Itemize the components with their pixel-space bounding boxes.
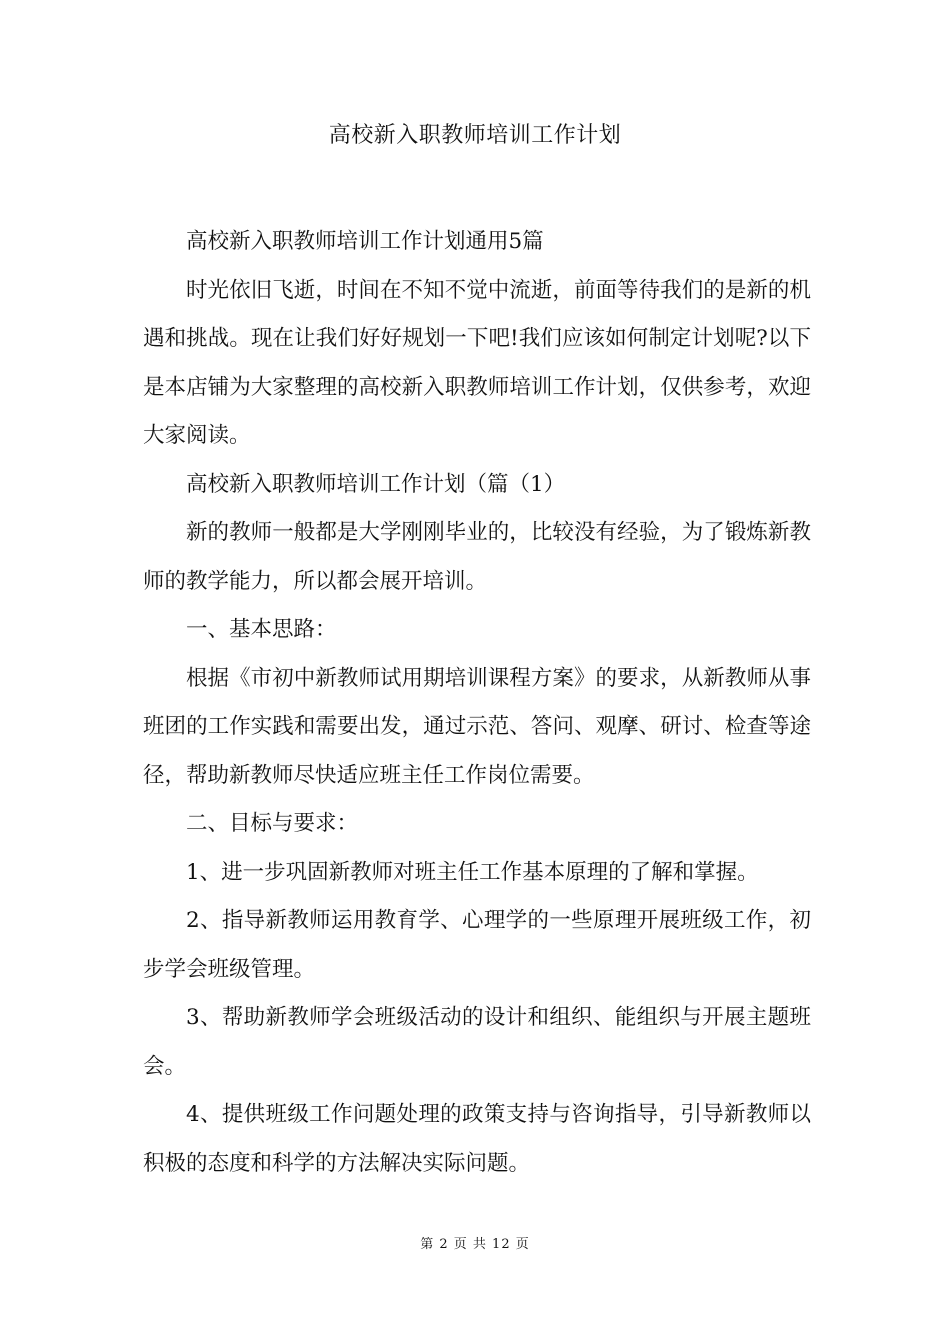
list-item-goal-1: 1、进一步巩固新教师对班主任工作基本原理的了解和掌握。 [186, 859, 759, 885]
paragraph-basic-ideas: 根据《市初中新教师试用期培训课程方案》的要求，从新教师从事班团的工作实践和需要出发，通过示范、答问、观摩、研讨、检查等途径，帮助新教师尽快适应班主任工作岗位需要。 [143, 665, 811, 788]
paragraph-subtitle: 高校新入职教师培训工作计划通用5篇 [186, 229, 544, 254]
paragraph-intro: 时光依旧飞逝，时间在不知不觉中流逝，前面等待我们的是新的机遇和挑战。现在让我们好好规划一下吧!我们应该如何制定计划呢?以下是本店铺为大家整理的高校新入职教师培训工作计划，仅供参考，欢迎大家阅读。 [143, 277, 811, 448]
heading-basic-ideas: 一、基本思路： [186, 617, 337, 642]
list-item-goal-2: 2、指导新教师运用教育学、心理学的一些原理开展班级工作，初步学会班级管理。 [143, 908, 811, 982]
page-footer: 第 2 页 共 12 页 [420, 1237, 530, 1252]
list-item-goal-3: 3、帮助新教师学会班级活动的设计和组织、能组织与开展主题班会。 [143, 1005, 811, 1079]
document-body [143, 218, 811, 1188]
paragraph-section-heading: 高校新入职教师培训工作计划（篇（1） [186, 471, 566, 497]
document-title: 高校新入职教师培训工作计划 [328, 123, 622, 148]
heading-goals: 二、目标与要求： [186, 811, 359, 836]
list-item-goal-4: 4、提供班级工作问题处理的政策支持与咨询指导，引导新教师以积极的态度和科学的方法解决实际问题。 [143, 1102, 811, 1176]
paragraph-background: 新的教师一般都是大学刚刚毕业的，比较没有经验，为了锻炼新教师的教学能力，所以都会展开培训。 [143, 520, 811, 594]
